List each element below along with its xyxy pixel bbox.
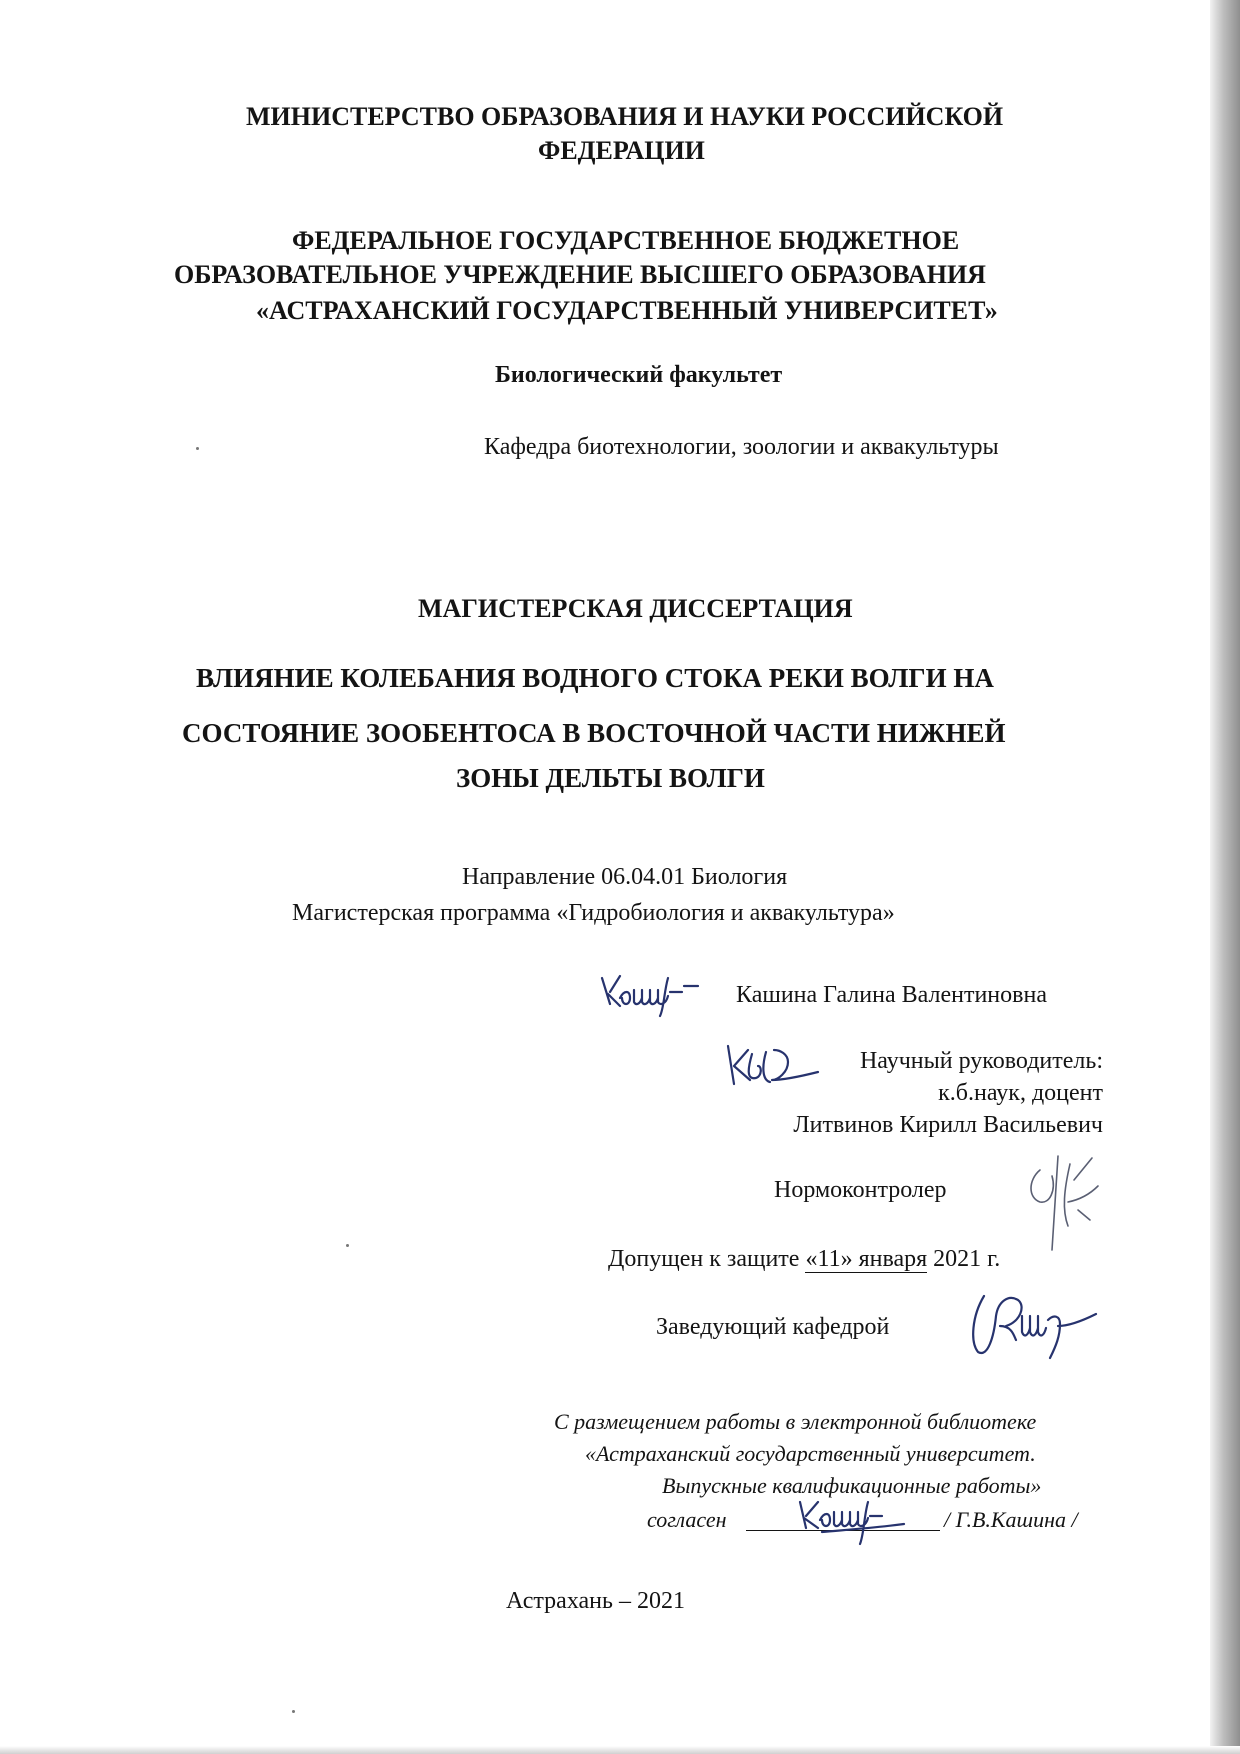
institution-line-2: ОБРАЗОВАТЕЛЬНОЕ УЧРЕЖДЕНИЕ ВЫСШЕГО ОБРАЗОВАНИЯ bbox=[174, 260, 986, 289]
scan-speck bbox=[346, 1244, 349, 1247]
institution-line-3: «АСТРАХАНСКИЙ ГОСУДАРСТВЕННЫЙ УНИВЕРСИТЕТ» bbox=[256, 296, 998, 325]
author-name: Кашина Галина Валентиновна bbox=[736, 982, 1047, 1008]
normcontrol-signature bbox=[1018, 1150, 1102, 1254]
supervisor-name: Литвинов Кирилл Васильевич bbox=[793, 1112, 1103, 1138]
head-label: Заведующий кафедрой bbox=[656, 1314, 890, 1340]
ministry-line-2: ФЕДЕРАЦИИ bbox=[538, 136, 705, 165]
title-line-2: СОСТОЯНИЕ ЗООБЕНТОСА В ВОСТОЧНОЙ ЧАСТИ НИЖНЕЙ bbox=[182, 718, 1006, 748]
admitted-line bbox=[608, 1244, 1000, 1274]
ministry-line-1: МИНИСТЕРСТВО ОБРАЗОВАНИЯ И НАУКИ РОССИЙСКОЙ bbox=[246, 102, 1004, 131]
scan-speck bbox=[196, 447, 199, 450]
admitted-date: «11» января bbox=[805, 1246, 928, 1272]
consent-line-2: «Астраханский государственный университет. bbox=[585, 1441, 1036, 1466]
head-signature bbox=[966, 1286, 1102, 1362]
scan-speck bbox=[292, 1710, 295, 1713]
program: Магистерская программа «Гидробиология и аквакультура» bbox=[292, 900, 895, 926]
direction: Направление 06.04.01 Биология bbox=[462, 864, 788, 890]
city-year: Астрахань – 2021 bbox=[506, 1588, 685, 1614]
consent-signature-name: / Г.В.Кашина / bbox=[944, 1507, 1078, 1532]
admitted-suffix: 2021 г. bbox=[927, 1246, 1001, 1272]
consent-signature bbox=[792, 1494, 912, 1552]
supervisor-label: Научный руководитель: bbox=[859, 1048, 1103, 1074]
consent-line-1: С размещением работы в электронной библиотеке bbox=[554, 1409, 1037, 1434]
work-type: МАГИСТЕРСКАЯ ДИССЕРТАЦИЯ bbox=[418, 594, 853, 623]
normcontrol-label: Нормоконтролер bbox=[774, 1177, 947, 1203]
title-line-3: ЗОНЫ ДЕЛЬТЫ ВОЛГИ bbox=[456, 763, 765, 793]
faculty-name: Биологический факультет bbox=[495, 362, 783, 388]
title-line-1: ВЛИЯНИЕ КОЛЕБАНИЯ ВОДНОГО СТОКА РЕКИ ВОЛГИ НА bbox=[196, 663, 994, 693]
supervisor-degree: к.б.наук, доцент bbox=[938, 1080, 1103, 1106]
consent-line-3: Выпускные квалификационные работы» bbox=[662, 1473, 1042, 1498]
supervisor-signature bbox=[722, 1036, 824, 1092]
scan-shadow-bottom bbox=[0, 1746, 1240, 1754]
author-signature bbox=[598, 968, 706, 1020]
department-name: Кафедра биотехнологии, зоологии и аквакультуры bbox=[484, 434, 999, 460]
consent-agree-label: согласен bbox=[647, 1507, 727, 1532]
institution-line-1: ФЕДЕРАЛЬНОЕ ГОСУДАРСТВЕННОЕ БЮДЖЕТНОЕ bbox=[292, 226, 960, 255]
admitted-prefix: Допущен к защите bbox=[608, 1246, 806, 1272]
scan-shadow-edge bbox=[1210, 0, 1240, 1754]
